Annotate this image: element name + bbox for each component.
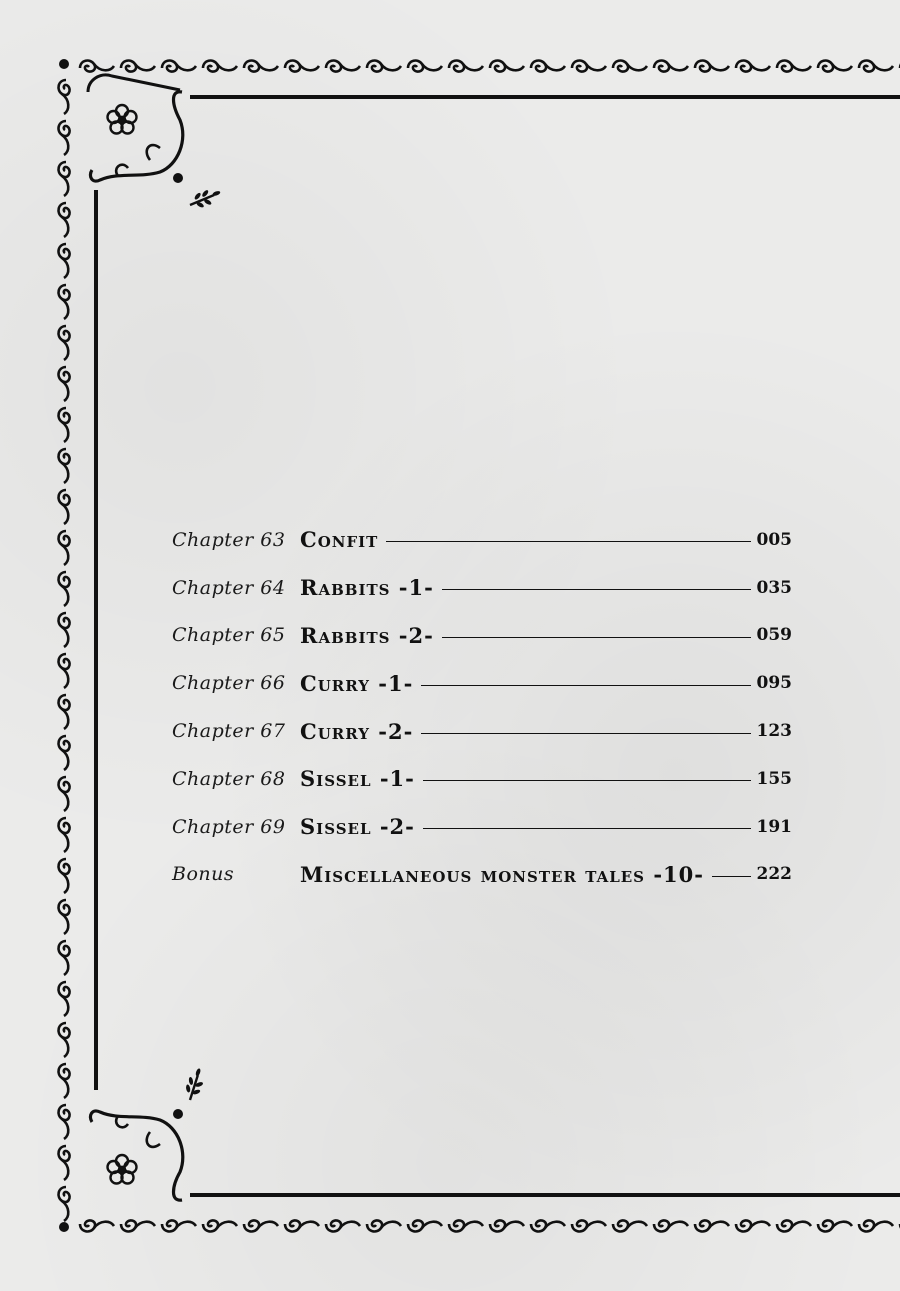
chapter-title: sissel -1- (300, 766, 415, 792)
chapter-label: Chapter 68 (172, 767, 286, 790)
toc-entry (172, 564, 792, 612)
page-number: 035 (756, 577, 792, 598)
chapter-title: miscellaneous monster tales -10- (300, 861, 704, 887)
chapter-label: Chapter 64 (172, 576, 286, 599)
chapter-title: confit (300, 527, 379, 553)
chapter-label: Chapter 69 (172, 815, 286, 838)
chapter-title: rabbits -1- (300, 575, 434, 601)
page-number: 059 (756, 625, 792, 646)
chapter-label: Chapter 65 (172, 624, 286, 647)
toc-entry (172, 851, 792, 899)
chapter-label: Chapter 66 (172, 672, 286, 695)
chapter-title: curry -2- (300, 718, 414, 744)
toc-entry (172, 612, 792, 660)
dotted-leader-line (423, 828, 751, 829)
chapter-title: rabbits -2- (300, 622, 434, 648)
chapter-title: sissel -2- (300, 814, 415, 840)
page-number: 005 (756, 529, 792, 550)
page-number: 155 (756, 768, 792, 789)
dotted-leader-line (442, 637, 751, 638)
table-of-contents (172, 516, 792, 898)
toc-entry (172, 803, 792, 851)
chapter-label: Chapter 63 (172, 528, 286, 551)
chapter-label: Chapter 67 (172, 720, 286, 743)
page-number: 191 (756, 816, 792, 837)
dotted-leader-line (442, 589, 751, 590)
dotted-leader-line (421, 733, 750, 734)
chapter-label: Bonus (172, 863, 235, 886)
chapter-title: curry -1- (300, 670, 414, 696)
dotted-leader-line (423, 780, 751, 781)
dotted-leader-line (421, 685, 750, 686)
toc-entry (172, 659, 792, 707)
toc-entry (172, 516, 792, 564)
page-number: 123 (756, 721, 792, 742)
toc-entry (172, 707, 792, 755)
page-number: 095 (756, 673, 792, 694)
toc-entry (172, 755, 792, 803)
dotted-leader-line (712, 876, 751, 877)
page-number: 222 (756, 864, 792, 885)
dotted-leader-line (386, 541, 750, 542)
